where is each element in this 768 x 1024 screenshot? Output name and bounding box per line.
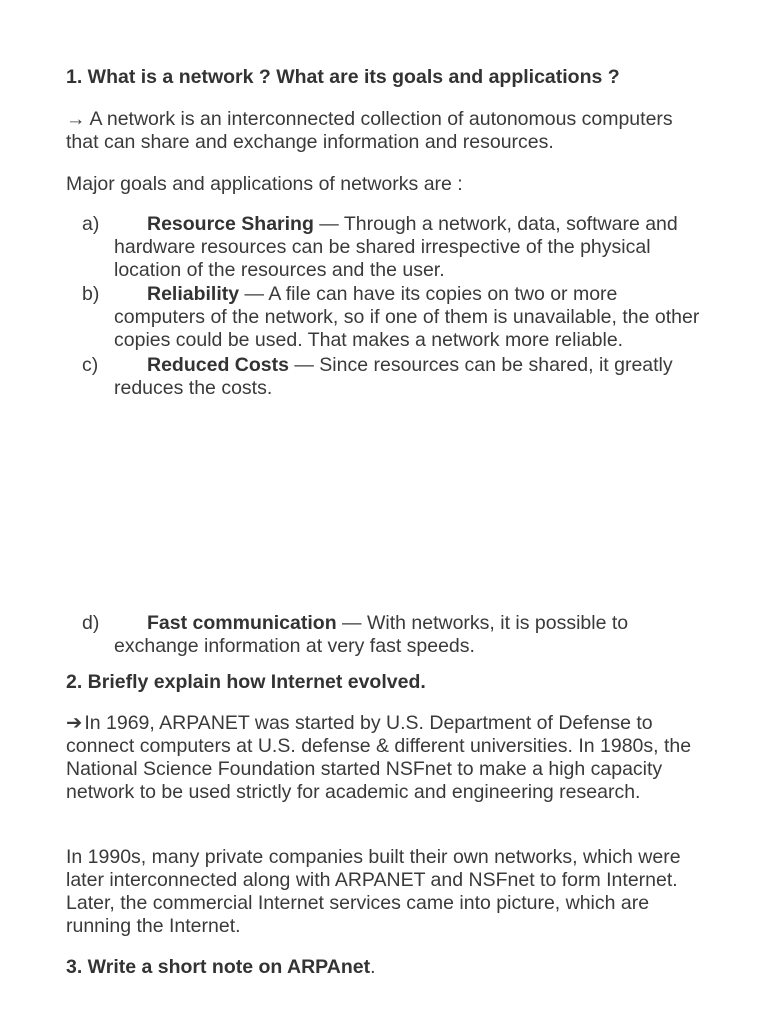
list-marker: d): [82, 612, 100, 634]
paragraph-text: In 1969, ARPANET was started by U.S. Department of Defense to connect computers at U.S. defense & different universities. In 1980s, the National Science Foundation started NSFnet to make a high capacity network to be used strictly for academic and engineering research.: [66, 712, 692, 803]
question-2-paragraph-1: [66, 712, 706, 804]
list-item-body: [82, 354, 706, 400]
list-marker: c): [82, 354, 99, 376]
list-item-term: Reduced Costs: [147, 354, 289, 376]
list-marker: a): [82, 213, 100, 235]
question-1-answer: [66, 108, 706, 154]
question-1-heading: 1. What is a network ? What are its goals and applications ?: [66, 66, 620, 88]
list-marker: b): [82, 283, 100, 305]
list-item-body: [82, 213, 706, 282]
list-item-term: Fast communication: [147, 612, 337, 634]
bold-arrow-icon: ➔: [66, 712, 83, 734]
question-3-title: 3. Write a short note on ARPAnet: [66, 956, 371, 978]
question-3-heading: [66, 956, 706, 979]
question-3-suffix: .: [370, 956, 376, 978]
list-item-text: — With networks, it is possible to exchange information at very fast speeds.: [114, 612, 629, 657]
list-item-resource-sharing: [82, 213, 706, 282]
answer-text: A network is an interconnected collection of autonomous computers that can share and exchange information and resources.: [66, 108, 673, 153]
list-item-body: [82, 612, 706, 658]
list-item-term: Resource Sharing: [147, 213, 314, 235]
arrow-icon: →: [66, 108, 86, 130]
list-item-body: [82, 283, 706, 352]
list-item-text: — Since resources can be shared, it greatly reduces the costs.: [114, 354, 673, 399]
list-item-reliability: [82, 283, 706, 352]
question-2-paragraph-2: In 1990s, many private companies built their own networks, which were later interconnected along with ARPANET and NSFnet to form Internet. Later, the commercial Internet services came into picture, which are running the Internet.: [66, 846, 681, 937]
list-item-text: — A file can have its copies on two or more computers of the network, so if one of them is unavailable, the other copies could be used. That makes a network more reliable.: [114, 283, 700, 351]
list-item-text: — Through a network, data, software and hardware resources can be shared irrespective of the physical location of the resources and the user.: [114, 213, 678, 281]
list-item-term: Reliability: [147, 283, 240, 305]
list-item-reduced-costs: [82, 354, 706, 400]
list-item-fast-communication: [82, 612, 706, 658]
goals-intro: Major goals and applications of networks are :: [66, 173, 463, 195]
question-2-heading: 2. Briefly explain how Internet evolved.: [66, 671, 426, 693]
